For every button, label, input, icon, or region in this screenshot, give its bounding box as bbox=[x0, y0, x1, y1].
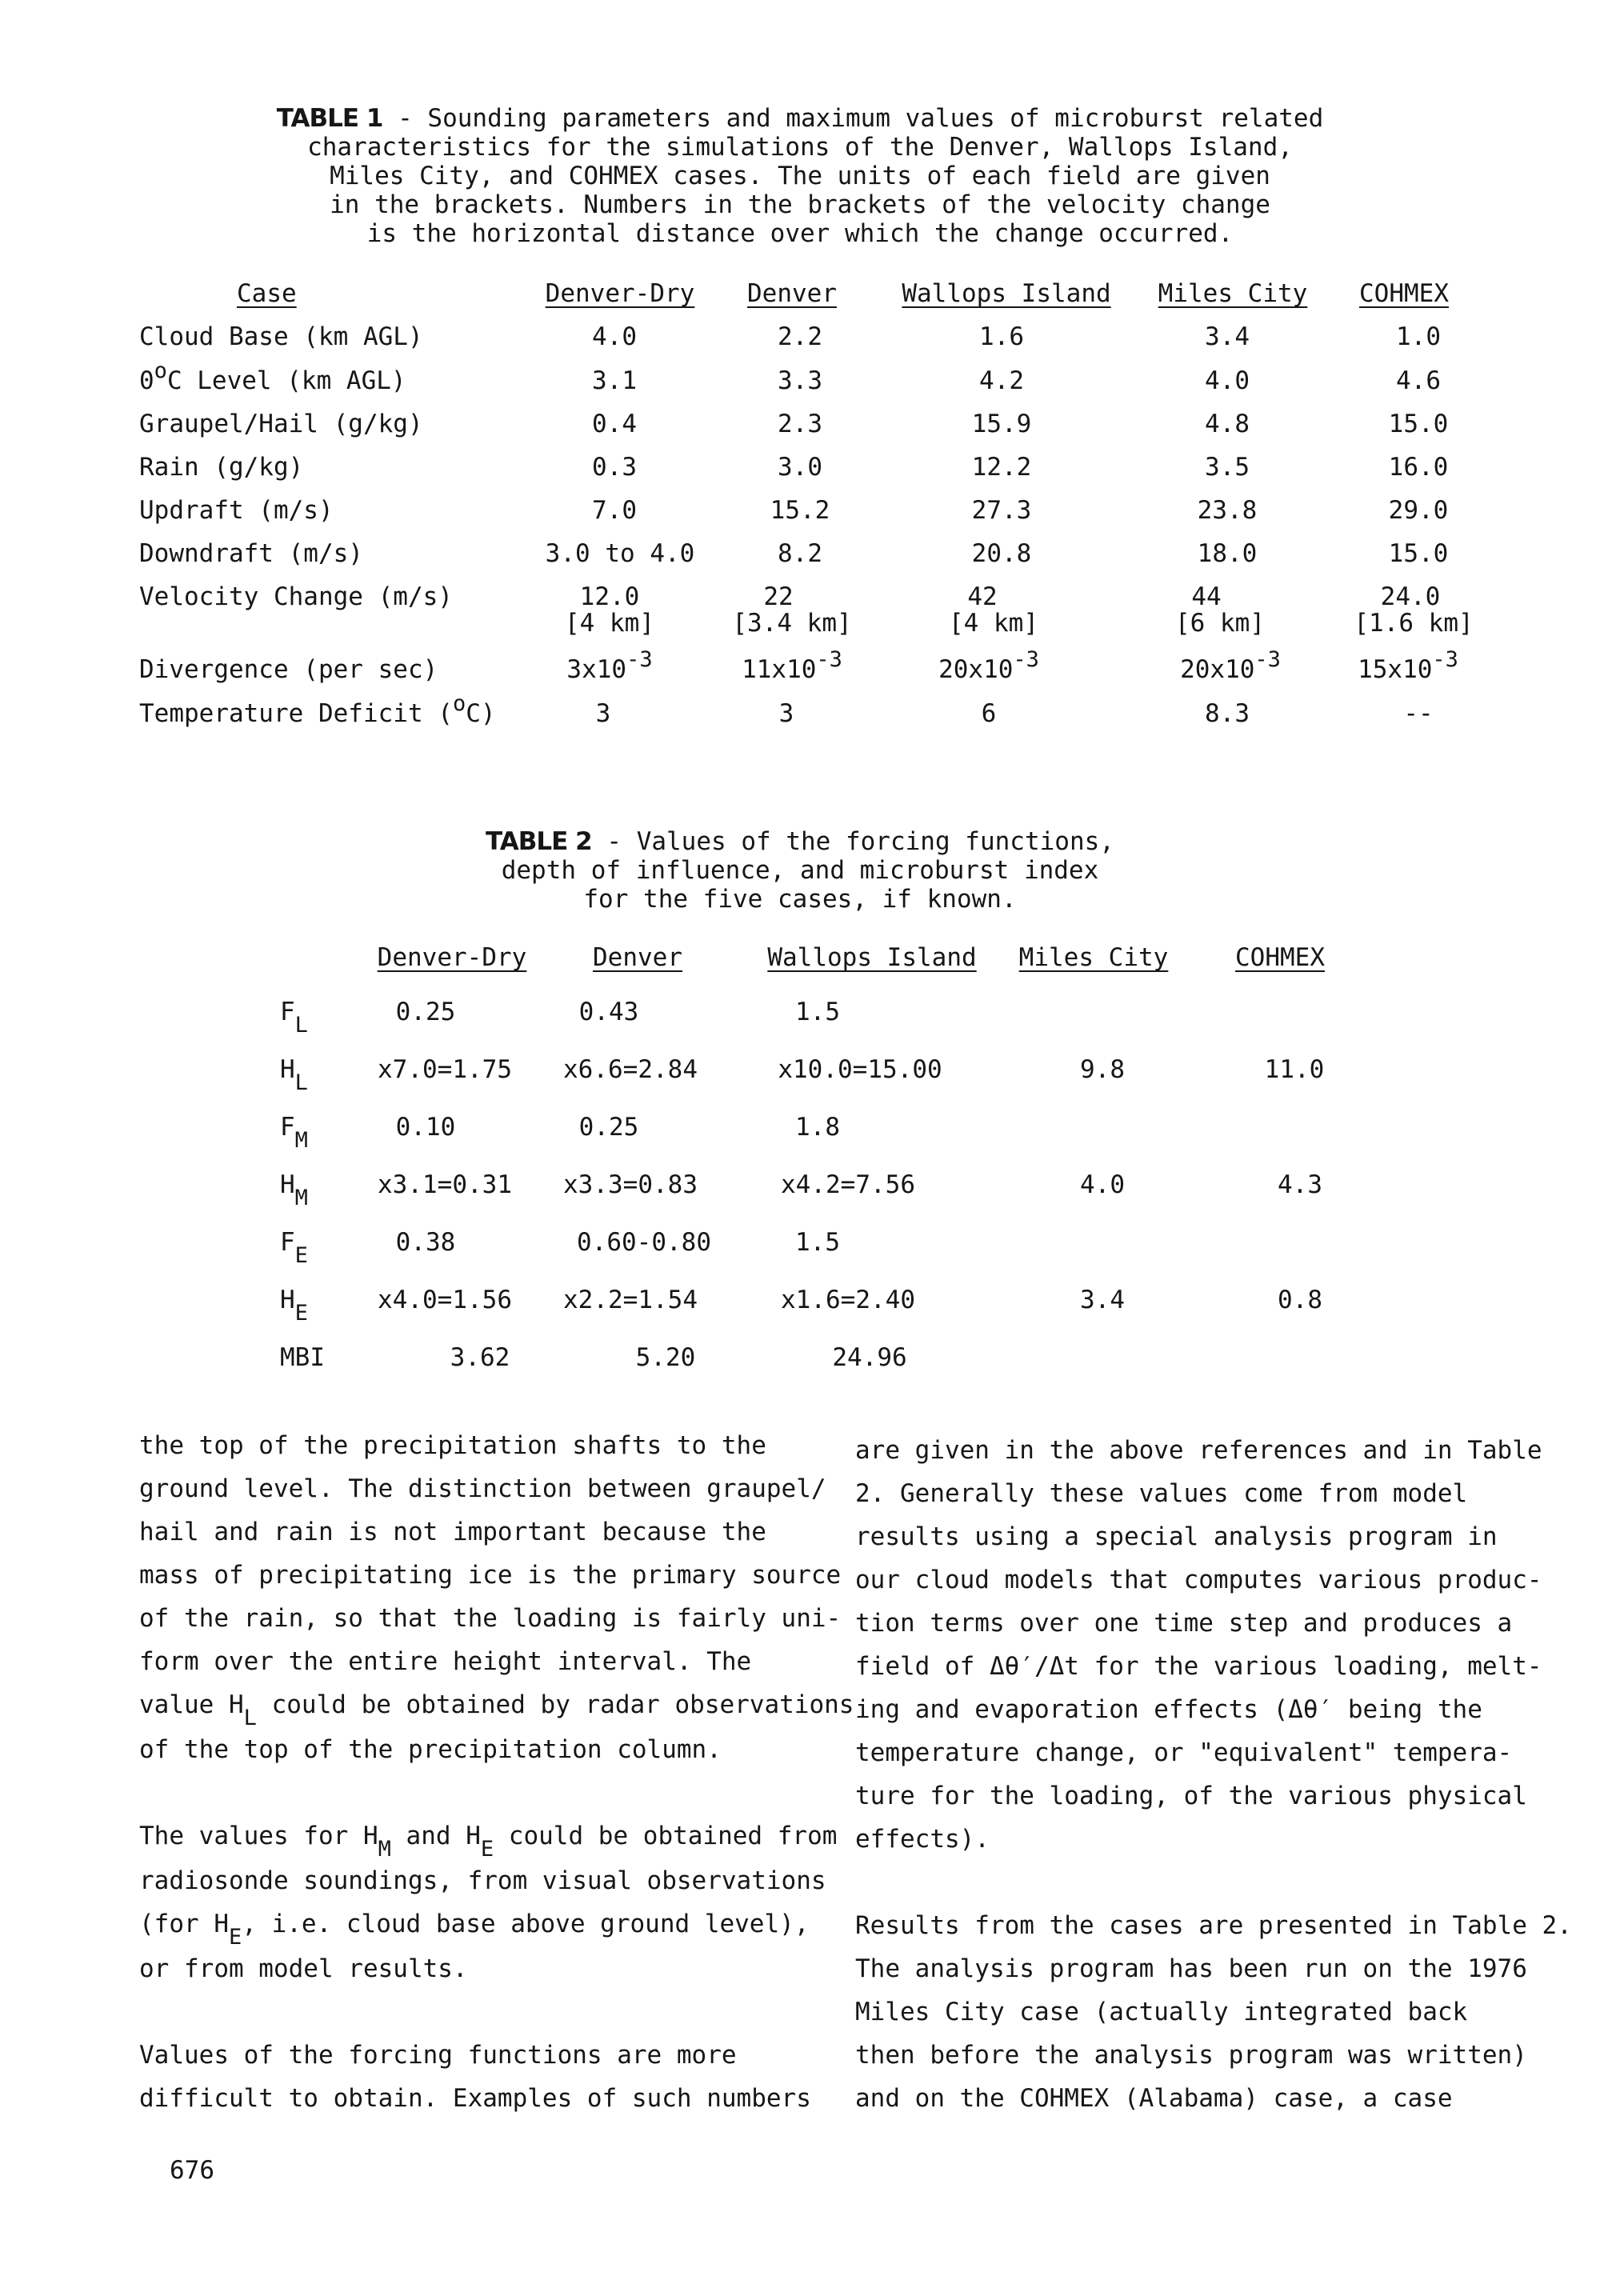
table2-cell: 3.4 bbox=[1080, 1286, 1125, 1314]
table2-cell: x6.6=2.84 bbox=[563, 1055, 698, 1084]
table1-cell: 12.0 bbox=[579, 582, 640, 611]
table1-row-label: Graupel/Hail (g/kg) bbox=[139, 410, 423, 438]
table2-col-header: COHMEX bbox=[1235, 943, 1325, 972]
table1-cell: 2.2 bbox=[778, 322, 822, 351]
table1-cell: 12.2 bbox=[971, 453, 1032, 482]
table2-col-header: Miles City bbox=[1018, 943, 1169, 972]
paragraph: are given in the above references and in Table 2. Generally these values come from model results using a special analysis program in our cloud models that computes various produc- tion terms over one time step and produces a field of Δθ′/Δt for the various loading, melt- ing and evaporation effects (Δθ′ being the temperature change, or "equivalent" tempera- ture for the loading, of the various physical effects). bbox=[855, 1436, 1542, 1854]
caption-line: characteristics for the simulations of the Denver, Wallops Island, bbox=[307, 133, 1293, 162]
caption-line: in the brackets. Numbers in the brackets of the velocity change bbox=[330, 190, 1270, 219]
table1-cell: 15.0 bbox=[1388, 539, 1449, 568]
table2-cell: x2.2=1.54 bbox=[563, 1286, 698, 1314]
table2-cell: 0.60-0.80 bbox=[577, 1228, 711, 1257]
table1-title: TABLE 1 bbox=[276, 104, 383, 133]
table1-bracket: [6 km] bbox=[1175, 609, 1265, 638]
table1-cell: 3.0 bbox=[778, 453, 822, 482]
table2-caption bbox=[400, 827, 1200, 914]
caption-line: Miles City, and COHMEX cases. The units of each field are given bbox=[330, 162, 1270, 190]
table2-cell: 4.0 bbox=[1080, 1170, 1125, 1199]
table1-col-header: Wallops Island bbox=[902, 279, 1111, 308]
table1-col-header: Miles City bbox=[1158, 279, 1308, 308]
table2-row-symbol: FE bbox=[280, 1228, 308, 1268]
table1-row-label: 0oC Level (km AGL) bbox=[139, 358, 406, 395]
table1-cell: 4.0 bbox=[1205, 366, 1250, 395]
table2-cell: 0.38 bbox=[395, 1228, 456, 1257]
table2-cell: 9.8 bbox=[1080, 1055, 1125, 1084]
table1-cell: 44 bbox=[1191, 582, 1222, 611]
table1-bracket: [4 km] bbox=[565, 609, 654, 638]
table1-col-header: COHMEX bbox=[1359, 279, 1449, 308]
left-column-text bbox=[139, 1424, 854, 2120]
page-number: 676 bbox=[170, 2156, 214, 2185]
table2-cell: 0.10 bbox=[395, 1113, 456, 1142]
table1-cell: 15.0 bbox=[1388, 410, 1449, 438]
table2-cell: x3.3=0.83 bbox=[563, 1170, 698, 1199]
table2-row-symbol: HM bbox=[280, 1170, 308, 1210]
table1-header-case: Case bbox=[237, 279, 297, 308]
table2-cell: 1.5 bbox=[795, 998, 840, 1026]
table1-cell: 4.6 bbox=[1396, 366, 1441, 395]
table2-col-header: Wallops Island bbox=[767, 943, 977, 972]
table1-row-label: Updraft (m/s) bbox=[139, 496, 334, 525]
table2-cell: 4.3 bbox=[1278, 1170, 1322, 1199]
table1-cell: 3x10-3 bbox=[566, 647, 653, 684]
table1-cell: 42 bbox=[967, 582, 998, 611]
table1-cell: 3.1 bbox=[592, 366, 637, 395]
table2-row-symbol: MBI bbox=[280, 1343, 325, 1372]
table2-cell: 5.20 bbox=[635, 1343, 696, 1372]
table2-cell: x10.0=15.00 bbox=[778, 1055, 942, 1084]
table2-cell: x4.0=1.56 bbox=[378, 1286, 512, 1314]
table2-cell: x3.1=0.31 bbox=[378, 1170, 512, 1199]
table2-cell: 24.96 bbox=[832, 1343, 907, 1372]
table1-col-header: Denver-Dry bbox=[545, 279, 695, 308]
caption-line: for the five cases, if known. bbox=[583, 885, 1017, 914]
table1-cell: 15x10-3 bbox=[1358, 647, 1458, 684]
table2-title: TABLE 2 bbox=[486, 827, 592, 856]
table2-cell: 11.0 bbox=[1264, 1055, 1325, 1084]
table1-cell: 0.4 bbox=[592, 410, 637, 438]
table1-cell: 8.2 bbox=[778, 539, 822, 568]
table2-row-symbol: HE bbox=[280, 1286, 308, 1326]
table1-cell: 1.6 bbox=[979, 322, 1024, 351]
table1-cell: 24.0 bbox=[1380, 582, 1441, 611]
table1-cell: 18.0 bbox=[1197, 539, 1258, 568]
table1-cell: 8.3 bbox=[1205, 699, 1250, 728]
table1-cell: 4.8 bbox=[1205, 410, 1250, 438]
table1-cell: 22 bbox=[763, 582, 794, 611]
table2-cell: 3.62 bbox=[450, 1343, 510, 1372]
caption-line: TABLE 1 - Sounding parameters and maximum values of microburst related bbox=[276, 104, 1324, 133]
table1-row-label: Downdraft (m/s) bbox=[139, 539, 363, 568]
table2-row-symbol: HL bbox=[280, 1055, 308, 1095]
table1-cell: 3 bbox=[778, 699, 794, 728]
table1-cell: 3.0 to 4.0 bbox=[545, 539, 695, 568]
table2-cell: 1.5 bbox=[795, 1228, 840, 1257]
paragraph: the top of the precipitation shafts to the ground level. The distinction between graupel/ hail and rain is not important because the mass of precipitating ice is the primary source of the rain, so that the loading is fairly uni- form over the entire height interval. The value HL could be obtained by radar observations of the top of the precipitation column. bbox=[139, 1431, 854, 1764]
table1-cell: 20.8 bbox=[971, 539, 1032, 568]
table1-cell: 4.2 bbox=[979, 366, 1024, 395]
table2-row-symbol: FM bbox=[280, 1113, 308, 1153]
caption-line: depth of influence, and microburst index bbox=[501, 856, 1099, 885]
table1-bracket: [1.6 km] bbox=[1354, 609, 1474, 638]
table1-cell: 3 bbox=[595, 699, 611, 728]
table1-caption bbox=[240, 104, 1360, 248]
table1-cell: 2.3 bbox=[778, 410, 822, 438]
right-column-text bbox=[855, 1429, 1572, 2120]
table2-cell: 0.43 bbox=[578, 998, 639, 1026]
table1-cell: 3.5 bbox=[1205, 453, 1250, 482]
table1-row-label: Cloud Base (km AGL) bbox=[139, 322, 423, 351]
table1-cell: 11x10-3 bbox=[742, 647, 842, 684]
table1-row-label: Velocity Change (m/s) bbox=[139, 582, 453, 611]
table1-bracket: [4 km] bbox=[949, 609, 1038, 638]
table1-cell: 20x10-3 bbox=[938, 647, 1039, 684]
table1-cell: 15.9 bbox=[971, 410, 1032, 438]
paragraph: Values of the forcing functions are more difficult to obtain. Examples of such numbers bbox=[139, 2041, 811, 2113]
caption-line: is the horizontal distance over which the change occurred. bbox=[366, 219, 1234, 248]
table1-cell: 20x10-3 bbox=[1180, 647, 1281, 684]
table1-row-label: Rain (g/kg) bbox=[139, 453, 304, 482]
table1-cell: 3.4 bbox=[1205, 322, 1250, 351]
table1-cell: 27.3 bbox=[971, 496, 1032, 525]
table1-bracket: [3.4 km] bbox=[732, 609, 852, 638]
table2-col-header: Denver-Dry bbox=[377, 943, 527, 972]
table1-cell: 0.3 bbox=[592, 453, 637, 482]
table1-cell: -- bbox=[1403, 699, 1434, 728]
table1-cell: 7.0 bbox=[592, 496, 637, 525]
table2-cell: x7.0=1.75 bbox=[378, 1055, 512, 1084]
paragraph: Results from the cases are presented in Table 2. The analysis program has been run on the 1976 Miles City case (actually integrated back then before the analysis program was written) and on the COHMEX (Alabama) case, a case bbox=[855, 1911, 1572, 2113]
caption-line: TABLE 2 - Values of the forcing functions, bbox=[486, 827, 1114, 856]
table1-cell: 1.0 bbox=[1396, 322, 1441, 351]
table1-cell: 6 bbox=[981, 699, 997, 728]
table2-cell: 0.25 bbox=[395, 998, 456, 1026]
table1-cell: 3.3 bbox=[778, 366, 822, 395]
table1-row-label: Temperature Deficit (oC) bbox=[139, 691, 496, 728]
paragraph: The values for HM and HE could be obtained from radiosonde soundings, from visual observations (for HE, i.e. cloud base above ground level), or from model results. bbox=[139, 1822, 838, 1983]
table1-cell: 16.0 bbox=[1388, 453, 1449, 482]
table1-col-header: Denver bbox=[747, 279, 837, 308]
table1-cell: 4.0 bbox=[592, 322, 637, 351]
table2-row-symbol: FL bbox=[280, 998, 308, 1038]
table2-cell: x4.2=7.56 bbox=[781, 1170, 915, 1199]
table2-cell: x1.6=2.40 bbox=[781, 1286, 915, 1314]
table1-row-label: Divergence (per sec) bbox=[139, 655, 438, 684]
table1-cell: 15.2 bbox=[770, 496, 830, 525]
table2-col-header: Denver bbox=[593, 943, 682, 972]
table2-cell: 0.8 bbox=[1278, 1286, 1322, 1314]
table1-cell: 29.0 bbox=[1388, 496, 1449, 525]
table2-cell: 1.8 bbox=[795, 1113, 840, 1142]
table2-cell: 0.25 bbox=[578, 1113, 639, 1142]
table1-cell: 23.8 bbox=[1197, 496, 1258, 525]
